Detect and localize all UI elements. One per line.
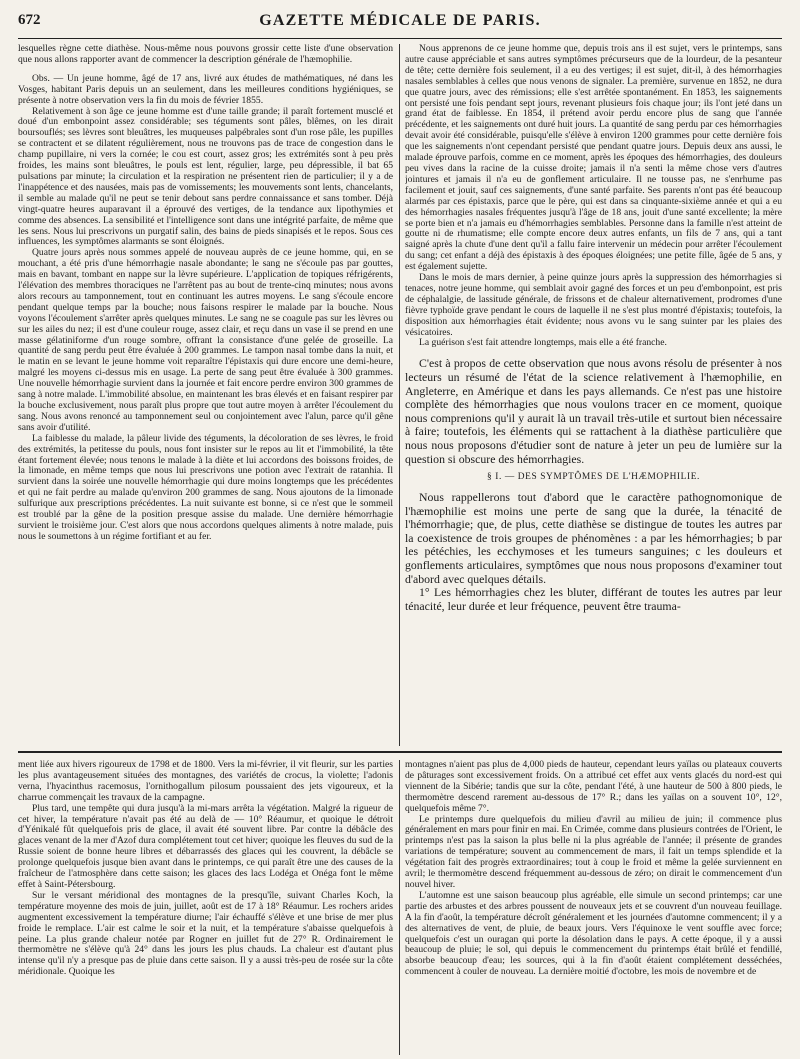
top-left-column bbox=[18, 44, 393, 746]
paragraph: Sur le versant méridional des montagnes de la presqu'île, suivant Charles Koch, la température moyenne des mois de juin, juillet, août est de 17 à 18° Réaumur. Les rochers arides augmentent excessivement la température diurne; l'air échauffé s'élève et une brise de mer plus froide le remplace. L'air est calme le soir et la nuit, et la température s'abaisse quelquefois à peine. La plus grande chaleur notée par Rogner en juillet fut de 27° R. Ordinairement le thermomètre ne s'élève qu'à 24° dans les jours les plus chauds. La chaleur est d'autant plus intense qu'il n'y a presque pas de pluie dans cette saison. Il y a aussi très-peu de rosée sur la côte méridionale. Quoique les bbox=[18, 889, 393, 978]
top-right-column bbox=[405, 44, 782, 746]
bottom-left-column bbox=[18, 760, 393, 1055]
paragraph: C'est à propos de cette observation que nous avons résolu de présenter à nos lecteurs un résumé de l'état de la science relativement à l'hæmophilie, en Angleterre, en Amérique et dans les pays allemands. Ce n'est pas une histoire complète des hémorrhagies que nous voulons tracer en ce moment, quoique nous comprenions qu'il y aurait là un travail très-utile et surtout bien nécessaire à faire; toutefois, les éléments qui se rattachent à la diathèse particulière que nous nous proposons d'étudier sont de nature à jeter un peu de lumière sur la question si obscure des hémorrhagies. bbox=[405, 356, 782, 466]
paragraph: L'automne est une saison beaucoup plus agréable, elle simule un second printemps; car une partie des arbustes et des arbres poussent de nouveaux jets et se couvrent d'un nouveau feuillage. A la fin d'août, la température décroît généralement et les journées d'automne commencent; il y a des alternatives de vent, de pluie, de beaux jours. Vers l'équinoxe le vent souffle avec force; quelquefois c'est un ouragan qui porte la désolation dans le pays. A cette époque, il y a aussi beaucoup de pluie; le sol, qui depuis le commencement du printemps était brûlé et fendillé, absorbe beaucoup d'eau; les sources, qui à la fin d'août étaient complétement desséchées, commencent à couler de nouveau. La dernière moitié d'octobre, les mois de novembre et de bbox=[405, 889, 782, 978]
journal-title: GAZETTE MÉDICALE DE PARIS. bbox=[259, 12, 541, 29]
paragraph: Plus tard, une tempête qui dura jusqu'à la mi-mars arrêta la végétation. Malgré la rigueur de cet hiver, la température n'avait pas été au delà de — 10° Réaumur, et quoique le détroit d'Yénikalé fût quelquefois pris de glace, il avait été souvent libre. Par contre la débâcle des glaces venant de la mer d'Azof dura complétement tout cet hiver; quoique les fleuves du sud de la Russie soient de bonne heure libres et débarrassés des glaces qui les couvrent, la débâcle se prolonge quelquefois jusque bien avant dans le printemps, ce qui paraît être une des causes de la fraîcheur de l'atmosphère dans cette saison; les glaces des lacs Lodéga et Onéga font le même effet à Saint-Pétersbourg. bbox=[18, 802, 393, 890]
paragraph: Le printemps dure quelquefois du milieu d'avril au milieu de juin; il commence plus généralement en mars pour finir en mai. En Crimée, comme dans plusieurs contrées de l'Orient, le printemps n'est pas la saison la plus belle ni la plus agréable de l'année; il présente de grandes variations de température; souvent au commencement de mars, il fait un temps splendide et la végétation fait des progrès extraordinaires; tout à coup le froid et même la gelée surviennent en avril; le thermomètre descend fréquemment au-dessous de zéro; on dirait le commencement d'un nouvel hiver. bbox=[405, 813, 782, 890]
paragraph: La guérison s'est fait attendre longtemps, mais elle a été franche. bbox=[419, 337, 667, 349]
bottom-right-column bbox=[405, 760, 782, 1055]
paragraph: lesquelles règne cette diathèse. Nous-même nous pouvons grossir cette liste d'une observation que nous allons rapporter avant de commencer la description générale de l'hæmophilie. bbox=[18, 44, 393, 65]
paragraph: La faiblesse du malade, la pâleur livide des téguments, la décoloration de ses lèvres, le froid des extrémités, la petitesse du pouls, nous font insister sur le repos au lit et l'immobilité, la tête étant fortement élevée; nous tenons le malade à la diète et lui accordons des boissons froides, de la limonade, en même temps que nous lui prescrivons une potion avec l'extrait de ratanhia. Il survient dans la soirée une nouvelle hémorrhagie qui dure moins longtemps que les précédentes et qui ne fait perdre au malade qu'environ 200 grammes de sang. Nous ajoutons de la limonade sulfurique aux prescriptions précédentes. La nuit suivante est bonne, si ce n'est que le sommeil est troublé par la gêne de la position presque assise du malade. Une dernière hémorrhagie survient le troisième jour. C'est alors que nous accordons quelques aliments à notre malade, puis nous le soumettons à un régime fortifiant et au fer. bbox=[18, 432, 393, 542]
paragraph: Obs. — Un jeune homme, âgé de 17 ans, livré aux études de mathématiques, né dans les Vosges, habitant Paris depuis un an seulement, dans les meilleures conditions hygiéniques, se présente à notre observation vers la fin du mois de février 1855. bbox=[18, 72, 393, 106]
paragraph: 1° Les hémorrhagies chez les bluter, différant de toutes les autres par leur ténacité, leur durée et leur fréquence, peuvent être trauma- bbox=[405, 585, 782, 613]
section-heading: § I. — DES SYMPTÔMES DE L'HÆMOPHILIE. bbox=[487, 472, 700, 483]
paragraph: Relativement à son âge ce jeune homme est d'une taille grande; il paraît fortement musclé et doué d'un embonpoint assez considérable; ses téguments sont pâles, blêmes, on les dirait boursouflés; ses lèvres sont bleuâtres, les muqueuses palpébrales sont d'un rose pâle, les pupilles se contractent et se dilatent régulièrement, nous ne trouvons pas de trace de congestion dans le champ pupillaire, ni vers la cornée; le cou est court, assez gros; les extrémités sont à peu près froides, les mains sont bleuâtres, le pouls est lent, régulier, large, peu dépressible, il bat 65 pulsations par minute; la circulation et la respiration ne présentent rien de particulier; il y a de l'inappétence et des nausées, mais pas de vomissements; les mouvements sont lents, chancelants, il semble au malade qu'il ne peut se tenir debout sans perdre connaissance et sans tomber. Déjà vingt-quatre heures auparavant il a éprouvé des vertiges, de la tendance aux lipothymies et comme des absences. La sensibilité et l'intelligence sont dans une intégrité parfaite, de même que les sens. Nous lui prescrivons un purgatif salin, des bains de pieds sinapisés et le repos. Sous ces influences, les symptômes alarmants se sont éloignés. bbox=[18, 105, 393, 248]
paragraph: Quatre jours après nous sommes appelé de nouveau auprès de ce jeune homme, qui, en se mouchant, a été pris d'une hémorrhagie nasale abondante; le sang ne s'écoule pas par gouttes, mais en bavant, tombant en nappe sur la lèvre supérieure. L'application de topiques réfrigérents, l'élévation des membres thoraciques ne l'arrêtent pas au bout de trente-cinq minutes; nous avons alors recours au tamponnement, tout en continuant les autres moyens. Le sang s'écoule encore pendant quelque temps par la bouche; nous faisons respirer le malade par la bouche. Nous voyons l'écoulement s'arrêter après quelques minutes. Le sang ne se coagule pas sur les lèvres ou sur les ailes du nez; il est d'une couleur rouge, assez clair, et reçu dans un vase il se prend en une masse gélatiniforme d'un rouge sombre, offrant la consistance d'une gelée de groseille. La quantité de sang perdu peut être évaluée à 200 grammes. Le tampon nasal tombe dans la nuit, et le matin en se levant le jeune homme voit reparaître l'épistaxis qui dure encore une demi-heure, malgré les moyens ci-dessus mis en usage. La perte de sang peut être évaluée à 300 grammes. Une nouvelle hémorrhagie survient dans la journée et fait encore perdre environ 300 grammes de sang à notre malade. L'immobilité absolue, en maintenant les bras élevés et en faisant respirer par la bouche exclusivement, nous paraît plus propre que tout autre moyen à arrêter l'écoulement du sang. Nous avons renoncé au tamponnement seul ou conjointement avec l'alun, parce qu'il gêne sans avoir d'utilité. bbox=[18, 247, 393, 433]
column-divider bbox=[399, 44, 400, 746]
paragraph: Nous apprenons de ce jeune homme que, depuis trois ans il est sujet, vers le printemps, sans autre cause appréciable et sans autres symptômes précurseurs que de la lourdeur, de la pesanteur de tête; cette dernière fois seulement, il a eu des vertiges; il est sujet, dit-il, à des hémorrhagies nasales semblables à celles que nous venons de signaler. La première, survenue en 1852, ne dura que quatre jours, avec des rémissions; elle s'est arrêtée spontanément. En 1853, les saignements ont persisté une fois pendant sept jours, revenant plusieurs fois chaque jour; ils l'ont jeté dans un grand état de faiblesse. En 1854, il prétend avoir perdu encore plus de sang que l'année précédente, et les saignements ont duré huit jours. La quantité de sang perdu par ces hémorrhagies devait avoir été considérable, puisqu'elle s'élève à environ 1200 grammes pour cette dernière fois que les saignements n'ont cependant persisté que pendant quatre jours. Depuis deux ans aussi, le malade éprouve parfois, comme en ce moment, après les époques des hémorrhagies, des douleurs peu vives dans la racine de la cuisse droite; jamais il n'a senti la même chose vers d'autres jointures et jamais il n'a eu de gonflement articulaire. Il ne tousse pas, ne s'enrhume pas facilement et jouit, sauf ces saignements, d'une santé parfaite. Ses parents n'ont pas été beaucoup alarmés par ces épistaxis, parce que le père, qui est dans sa cinquante-sixième année et qui a eu des hémorrhagies nasales fréquentes jusqu'à l'âge de 18 ans, jouit d'une santé excellente; la mère se porte bien et n'a jamais eu d'hémorrhagies semblables. Personne dans la famille n'est atteint de goutte ni de rhumatisme; elle compte encore deux autres enfants, un fils de 7 ans, qui a tant saigné après la chute d'une dent qu'il a fallu faire intervenir un médecin pour arrêter l'écoulement du sang; cet enfant a déjà des épistaxis à des époques éloignées; une petite fille, âgée de 5 ans, y est également sujette. bbox=[405, 44, 782, 273]
paragraph: Nous rappellerons tout d'abord que le caractère pathognomonique de l'hæmophilie est moins une perte de sang que la durée, la ténacité de l'hémorrhagie; que, de plus, cette diathèse se distingue de toutes les autres par la coexistence de trois groupes de phénomènes : a par les hémorrhagies; b par les pétéchies, les ecchymoses et les tumeurs sanguines; c les douleurs et gonflements articulaires, symptômes que nous nous proposons d'examiner tout d'abord avec quelques détails. bbox=[405, 490, 782, 586]
page-number: 672 bbox=[18, 12, 41, 28]
paragraph: Dans le mois de mars dernier, à peine quinze jours après la suppression des hémorrhagies si tenaces, notre jeune homme, qui semblait avoir gagné des forces et un peu d'embonpoint, est pris de céphalalgie, de lassitude générale, de frissons et de chaleur alternativement, prodromes d'une fièvre typhoïde grave pendant le cours de laquelle il ne s'est plus montré d'épistaxis; toutefois, la disposition aux hémorrhagies était évidente; nous avons vu le sang suinter par les plaies des vésicatoires. bbox=[405, 272, 782, 338]
page-header bbox=[18, 10, 782, 39]
paragraph: ment liée aux hivers rigoureux de 1798 et de 1800. Vers la mi-février, il vit fleurir, sur les parties les plus avantageusement situées des montagnes, des variétés de crocus, la violette; l'adonis verna, l'hyacinthus racemosus, l'ornithogallum pilosum poussaient des jets vigoureux, et la charrue commençait les travaux de la campagne. bbox=[18, 760, 393, 803]
paragraph: montagnes n'aient pas plus de 4,000 pieds de hauteur, cependant leurs yaïlas ou plateaux couverts de pâturages sont excessivement froids. On a attribué cet effet aux vents glacés du nord-est qui viennent de la Sibérie; tandis que sur la côte, pendant l'été, à une hauteur de 500 à 800 pieds, le thermomètre descend rarement au-dessous de 17° R.; dans les yaïlas on a souvent 10°, 12°, quelquefois même 7°. bbox=[405, 760, 782, 814]
column-divider bbox=[399, 760, 400, 1055]
section-divider bbox=[18, 751, 782, 753]
